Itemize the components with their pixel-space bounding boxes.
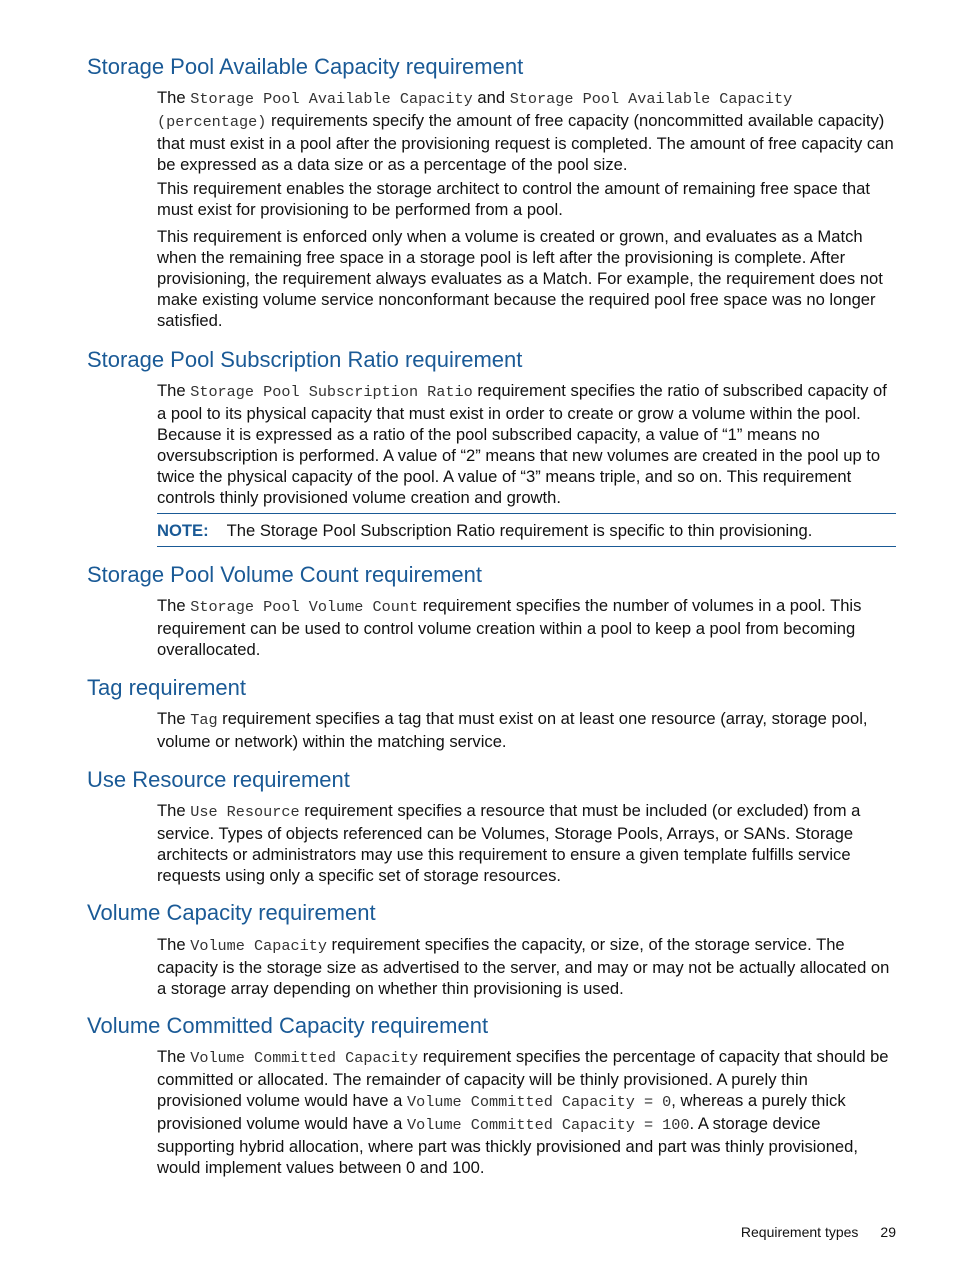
page-number: 29 <box>880 1224 896 1240</box>
paragraph: The Storage Pool Available Capacity and Storage Pool Available Capacity (percentage) requirements specify the amount of free capacity (noncommitted available capacity) that must exist in a pool after the provisioning request is completed. The amount of free capacity can be expressed as a data size or as a percentage of the pool size. <box>157 88 894 174</box>
paragraph: The Volume Committed Capacity requirement specifies the percentage of capacity that should be committed or allocated. The remainder of capacity will be thinly provisioned. A purely thin provisioned volume would have a Volume Committed Capacity = 0, whereas a purely thick provisioned volume would have a Volume Committed Capacity = 100. A storage device supporting hybrid allocation, where part was thickly provisioned and part was thinly provisioned, would implement values between 0 and 100. <box>157 1047 889 1177</box>
section-heading: Volume Committed Capacity requirement <box>87 1013 489 1038</box>
code-term: Storage Pool Available Capacity <box>190 90 473 108</box>
section-heading: Storage Pool Volume Count requirement <box>87 562 483 587</box>
code-term: Use Resource <box>190 803 300 821</box>
section-heading: Volume Capacity requirement <box>87 900 376 925</box>
note-label: NOTE: <box>157 521 209 540</box>
paragraph: The Volume Capacity requirement specifies the capacity, or size, of the storage service. The capacity is the storage size as advertised to the server, and may or may not be actually allocated on a storage array depending on whether thin provisioning is used. <box>157 935 890 998</box>
section-heading: Use Resource requirement <box>87 767 350 792</box>
section-heading: Tag requirement <box>87 675 246 700</box>
footer-section-title: Requirement types <box>740 1224 859 1240</box>
code-term: Storage Pool Volume Count <box>190 598 419 616</box>
paragraph: This requirement is enforced only when a volume is created or grown, and evaluates as a Match when the remaining free space in a storage pool is left after the provisioning is complete. After provisioning, the requirement always evaluates as a Match. For example, the requirement does not make existing volume service nonconformant because the required pool free space was no longer satisfied. <box>157 227 883 330</box>
paragraph: The Tag requirement specifies a tag that must exist on at least one resource (array, storage pool, volume or network) within the matching service. <box>157 709 868 751</box>
code-term: Volume Capacity <box>190 937 327 955</box>
section-heading: Storage Pool Subscription Ratio requirement <box>87 347 523 372</box>
page-footer <box>600 1222 896 1242</box>
section-heading: Storage Pool Available Capacity requirement <box>87 54 524 79</box>
code-term: Volume Committed Capacity = 100 <box>406 1116 690 1134</box>
paragraph: The Use Resource requirement specifies a resource that must be included (or excluded) from a service. Types of objects referenced can be Volumes, Storage Pools, Arrays, or SANs. Storage architects or administrators may use this requirement to ensure a given template fulfills service requests using only a specific set of storage resources. <box>157 801 861 885</box>
paragraph: This requirement enables the storage architect to control the amount of remaining free space that must exist for provisioning to be performed from a pool. <box>157 179 871 219</box>
paragraph: The Storage Pool Subscription Ratio requirement specifies the ratio of subscribed capacity of a pool to its physical capacity that must exist in order to create or grow a volume within the pool. Because it is expressed as a ratio of the pool subscribed capacity, a value of “1” means no oversubscription is performed. A value of “2” means that new volumes are created in the pool up to twice the physical capacity of the pool. A value of “3” means triple, and so on. This requirement controls thinly provisioned volume creation and growth. <box>157 381 887 507</box>
note-box <box>157 513 896 547</box>
code-term: Volume Committed Capacity <box>190 1049 419 1067</box>
code-term: Storage Pool Subscription Ratio <box>190 383 473 401</box>
code-term: Tag <box>190 711 218 729</box>
code-term: Storage Pool Available Capacity (percentage) <box>157 90 793 131</box>
code-term: Volume Committed Capacity = 0 <box>406 1093 672 1111</box>
paragraph: The Storage Pool Volume Count requirement specifies the number of volumes in a pool. This requirement can be used to control volume creation within a pool to keep a pool from becoming overallocated. <box>157 596 862 659</box>
note-text: The Storage Pool Subscription Ratio requirement is specific to thin provisioning. <box>226 521 813 540</box>
